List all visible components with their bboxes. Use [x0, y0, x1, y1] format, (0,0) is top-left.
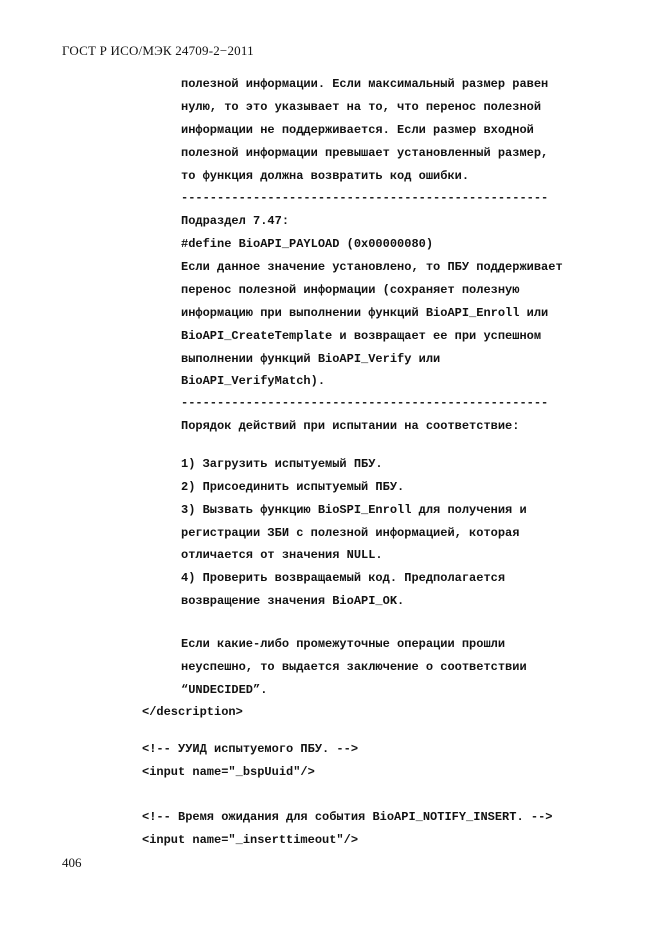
code-line: 1) Загрузить испытуемый ПБУ. — [181, 457, 383, 471]
code-line: Если данное значение установлено, то ПБУ поддерживает — [181, 260, 563, 274]
code-line: <input name="_inserttimeout"/> — [142, 833, 359, 847]
code-line: BioAPI_CreateTemplate и возвращает ее при успешном — [181, 329, 542, 343]
page-header: ГОСТ Р ИСО/МЭК 24709-2−2011 — [62, 43, 254, 58]
code-line: <!-- Время ожидания для события BioAPI_NOTIFY_INSERT. --> — [142, 810, 553, 824]
code-line: 2) Присоединить испытуемый ПБУ. — [181, 480, 405, 494]
code-line: 4) Проверить возвращаемый код. Предполагается — [181, 571, 506, 585]
code-line: неуспешно, то выдается заключение о соответствии — [181, 660, 527, 674]
code-line: BioAPI_VerifyMatch). — [181, 374, 326, 388]
code-line: <!-- УУИД испытуемого ПБУ. --> — [142, 742, 359, 756]
code-line: полезной информации. Если максимальный размер равен — [181, 77, 549, 91]
code-line: </description> — [142, 705, 243, 719]
code-line: информацию при выполнении функций BioAPI_Enroll или — [181, 306, 549, 320]
code-line: Подраздел 7.47: — [181, 214, 290, 228]
page-number: 406 — [62, 855, 82, 870]
code-line: 3) Вызвать функцию BioSPI_Enroll для получения и — [181, 503, 527, 517]
code-line: Порядок действий при испытании на соответствие: — [181, 419, 520, 433]
code-line: полезной информации превышает установленный размер, — [181, 146, 549, 160]
code-line: регистрации ЗБИ с полезной информацией, которая — [181, 526, 520, 540]
code-line: “UNDECIDED”. — [181, 683, 268, 697]
code-line: выполнении функций BioAPI_Verify или — [181, 352, 441, 366]
code-line: возвращение значения BioAPI_OK. — [181, 594, 405, 608]
separator-line: --------------------------------------------------- — [181, 396, 549, 410]
code-line: то функция должна возвратить код ошибки. — [181, 169, 470, 183]
separator-line: --------------------------------------------------- — [181, 191, 549, 205]
code-line: #define BioAPI_PAYLOAD (0x00000080) — [181, 237, 434, 251]
code-line: перенос полезной информации (сохраняет полезную — [181, 283, 520, 297]
code-line: отличается от значения NULL. — [181, 548, 383, 562]
code-line: Если какие-либо промежуточные операции прошли — [181, 637, 506, 651]
code-line: информации не поддерживается. Если размер входной — [181, 123, 534, 137]
code-line: нулю, то это указывает на то, что перенос полезной — [181, 100, 542, 114]
code-line: <input name="_bspUuid"/> — [142, 765, 315, 779]
